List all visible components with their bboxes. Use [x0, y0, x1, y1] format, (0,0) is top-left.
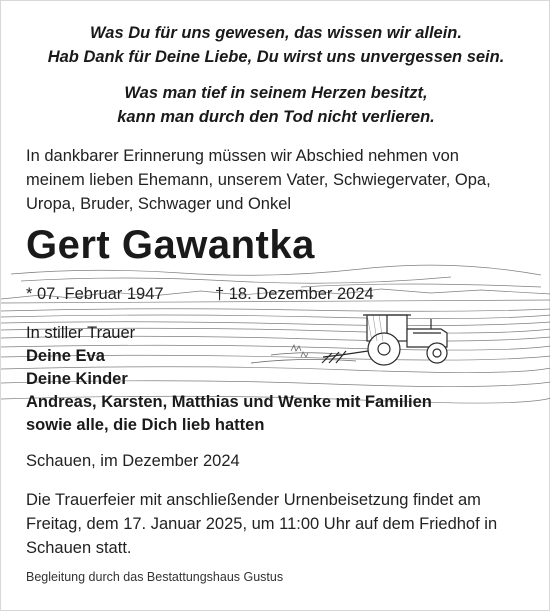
funeral-home-credit: Begleitung durch das Bestattungshaus Gustus: [26, 570, 284, 584]
funeral-line: Freitag, dem 17. Januar 2025, um 11:00 Uhr auf dem Friedhof in: [26, 515, 498, 533]
funeral-line: Schauen statt.: [26, 539, 132, 557]
intro-line: meinem lieben Ehemann, unserem Vater, Schwiegervater, Opa,: [26, 171, 491, 189]
intro-line: Uropa, Bruder, Schwager und Onkel: [26, 195, 292, 213]
life-dates: [26, 285, 374, 304]
verse-line: Was man tief in seinem Herzen besitzt,: [124, 84, 428, 102]
intro-line: In dankbarer Erinnerung müssen wir Abschied nehmen von: [26, 147, 459, 165]
funeral-line: Die Trauerfeier mit anschließender Urnenbeisetzung findet am: [26, 491, 481, 509]
mourners-heading: In stiller Trauer: [26, 324, 136, 342]
mourner-line: sowie alle, die Dich lieb hatten: [26, 416, 265, 434]
funeral-info: [26, 488, 536, 560]
mourner-line: Deine Kinder: [26, 370, 128, 388]
birth-date: * 07. Februar 1947: [26, 285, 164, 303]
intro-text: [26, 144, 536, 216]
death-date: † 18. Dezember 2024: [215, 285, 374, 303]
deceased-name: Gert Gawantka: [26, 223, 315, 267]
verse-line: Hab Dank für Deine Liebe, Du wirst uns unvergessen sein.: [47, 48, 505, 66]
verse-line: kann man durch den Tod nicht verlieren.: [117, 108, 435, 126]
verse-top: [1, 21, 550, 69]
mourners-list: [26, 322, 432, 437]
verse-bottom: [1, 81, 550, 129]
mourner-line: Andreas, Karsten, Matthias und Wenke mit Familien: [26, 393, 432, 411]
place-date: Schauen, im Dezember 2024: [26, 452, 240, 470]
verse-line: Was Du für uns gewesen, das wissen wir allein.: [90, 24, 462, 42]
mourner-line: Deine Eva: [26, 347, 105, 365]
